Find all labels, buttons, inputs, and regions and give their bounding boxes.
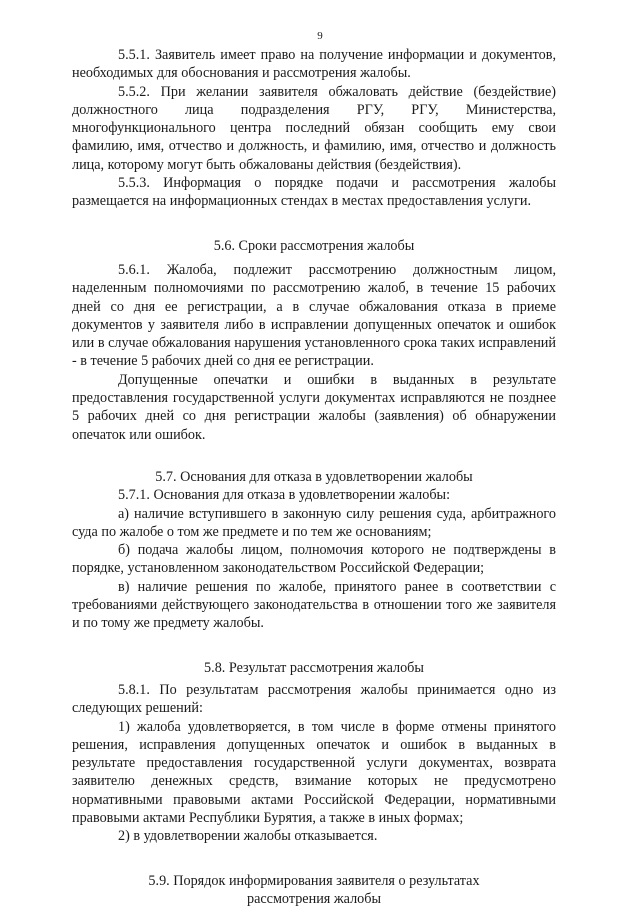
paragraph-5-5-2: 5.5.2. При желании заявителя обжаловать действие (бездействие) должностного лица подразделения РГУ, РГУ, Министерства, многофункционального центра последний обязан сообщить ему свои фамилию, имя, отчество и должность, и фамилию, имя, отчество и должность лица, которому могут быть обжалованы действия (бездействия).	[72, 83, 556, 173]
paragraph-5-7-a: а) наличие вступившего в законную силу решения суда, арбитражного суда по жалобе о том же предмете и по тем же основаниям;	[72, 505, 556, 540]
paragraph-5-6-2: Допущенные опечатки и ошибки в выданных в результате предоставления государственной услуги документах исправляются не позднее 5 рабочих дней со дня регистрации жалобы (заявления) об обнаружении опечаток или ошибок.	[72, 371, 556, 443]
heading-5-9-line-2: рассмотрения жалобы	[246, 890, 382, 907]
paragraph-5-8-1-2: 2) в удовлетворении жалобы отказывается.	[118, 828, 378, 845]
page-number: 9	[317, 30, 323, 42]
paragraph-5-7-1: 5.7.1. Основания для отказа в удовлетворении жалобы:	[118, 487, 451, 504]
paragraph-5-5-3: 5.5.3. Информация о порядке подачи и рассмотрения жалобы размещается на информационных стендах в местах предоставления услуги.	[72, 175, 556, 210]
paragraph-5-5-1: 5.5.1. Заявитель имеет право на получение информации и документов, необходимых для обоснования и рассмотрения жалобы.	[72, 47, 556, 82]
paragraph-5-6-1: 5.6.1. Жалоба, подлежит рассмотрению должностным лицом, наделенным полномочиями по рассмотрению жалоб, в течение 15 рабочих дней со дня ее регистрации, а в случае обжалования отказа в приеме документов у заявителя либо в исправлении допущенных опечаток и ошибок или в случае обжалования нарушения установленного срока таких исправлений - в течение 5 рабочих дней со дня ее регистрации.	[72, 261, 556, 370]
heading-5-9	[72, 872, 556, 908]
paragraph-5-7-v: в) наличие решения по жалобе, принятого ранее в соответствии с требованиями действующего законодательства в отношении того же заявителя и по тому же предмету жалобы.	[72, 578, 556, 632]
heading-5-6: 5.6. Сроки рассмотрения жалобы	[213, 237, 415, 254]
heading-5-9-line-1: 5.9. Порядок информирования заявителя о результатах	[148, 872, 480, 889]
document-body	[72, 46, 556, 908]
paragraph-5-8-1: 5.8.1. По результатам рассмотрения жалобы принимается одно из следующих решений:	[72, 681, 556, 717]
paragraph-5-7-b: б) подача жалобы лицом, полномочия которого не подтверждены в порядке, установленном законодательством Российской Федерации;	[72, 542, 556, 577]
heading-5-7: 5.7. Основания для отказа в удовлетворении жалобы	[155, 468, 473, 485]
paragraph-5-8-1-1: 1) жалоба удовлетворяется, в том числе в форме отмены принятого решения, исправления допущенных опечаток и ошибок в выданных в результате предоставления государственной услуги документах, возврата заявителю денежных средств, взимание которых не предусмотрено нормативными правовыми актами Российской Федерации, нормативными правовыми актами Республики Бурятия, а также в иных формах;	[72, 718, 556, 826]
heading-5-8: 5.8. Результат рассмотрения жалобы	[204, 659, 424, 676]
